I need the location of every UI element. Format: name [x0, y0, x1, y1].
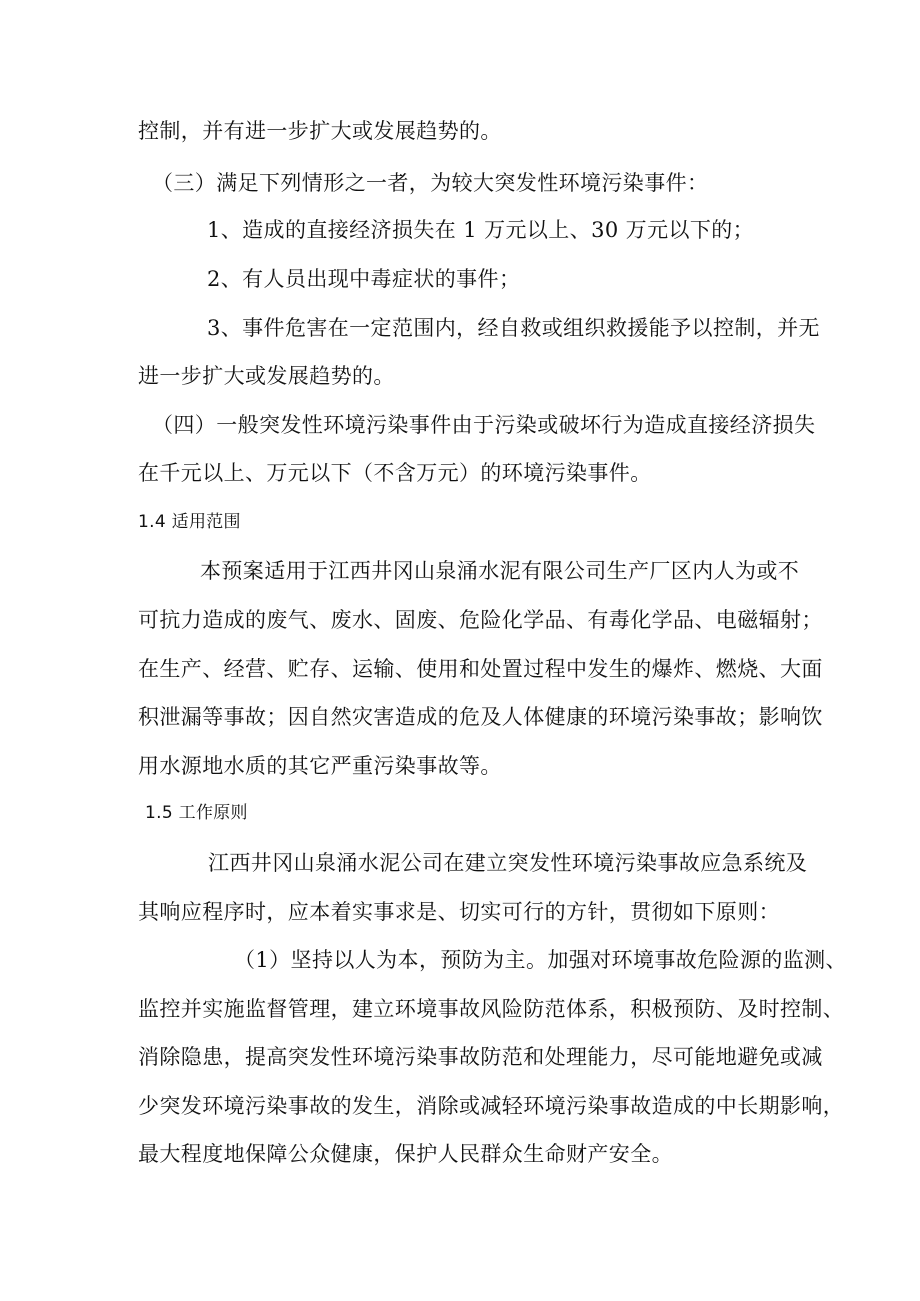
list-item: 1、造成的直接经济损失在 1 万元以上、30 万元以下的； — [207, 218, 755, 242]
paragraph-line: 监控并实施监督管理，建立环境事故风险防范体系，积极预防、及时控制、 — [138, 997, 845, 1021]
paragraph-line: 江西井冈山泉涌水泥公司在建立突发性环境污染事故应急系统及 — [208, 851, 808, 875]
section-heading: 1.5 工作原则 — [145, 803, 248, 823]
paragraph-line: （三）满足下列情形之一者，为较大突发性环境污染事件： — [152, 171, 709, 195]
list-item: 2、有人员出现中毒症状的事件； — [207, 267, 521, 291]
paragraph-line: 最大程度地保障公众健康，保护人民群众生命财产安全。 — [138, 1142, 673, 1166]
paragraph-line: 在千元以上、万元以下（不含万元）的环境污染事件。 — [138, 461, 652, 485]
paragraph-line: （四）一般突发性环境污染事件由于污染或破坏行为造成直接经济损失 — [152, 413, 816, 437]
list-item: 3、事件危害在一定范围内，经自救或组织救援能予以控制，并无 — [207, 316, 820, 340]
paragraph-line: 少突发环境污染事故的发生，消除或减轻环境污染事故造成的中长期影响， — [138, 1094, 845, 1118]
section-heading: 1.4 适用范围 — [138, 512, 241, 532]
paragraph-line: 本预案适用于江西井冈山泉涌水泥有限公司生产厂区内人为或不 — [200, 559, 800, 583]
paragraph-line: 用水源地水质的其它严重污染事故等。 — [138, 754, 502, 778]
paragraph-line: （1）坚持以人为本，预防为主。加强对环境事故危险源的监测、 — [234, 948, 847, 972]
paragraph-line: 积泄漏等事故；因自然灾害造成的危及人体健康的环境污染事故；影响饮 — [138, 705, 823, 729]
paragraph-line: 控制，并有进一步扩大或发展趋势的。 — [138, 119, 502, 143]
paragraph-line: 进一步扩大或发展趋势的。 — [138, 364, 395, 388]
paragraph-line: 其响应程序时，应本着实事求是、切实可行的方针，贯彻如下原则： — [138, 900, 780, 924]
paragraph-line: 可抗力造成的废气、废水、固废、危险化学品、有毒化学品、电磁辐射； — [138, 608, 823, 632]
paragraph-line: 在生产、经营、贮存、运输、使用和处置过程中发生的爆炸、燃烧、大面 — [138, 657, 823, 681]
paragraph-line: 消除隐患，提高突发性环境污染事故防范和处理能力，尽可能地避免或减 — [138, 1045, 823, 1069]
